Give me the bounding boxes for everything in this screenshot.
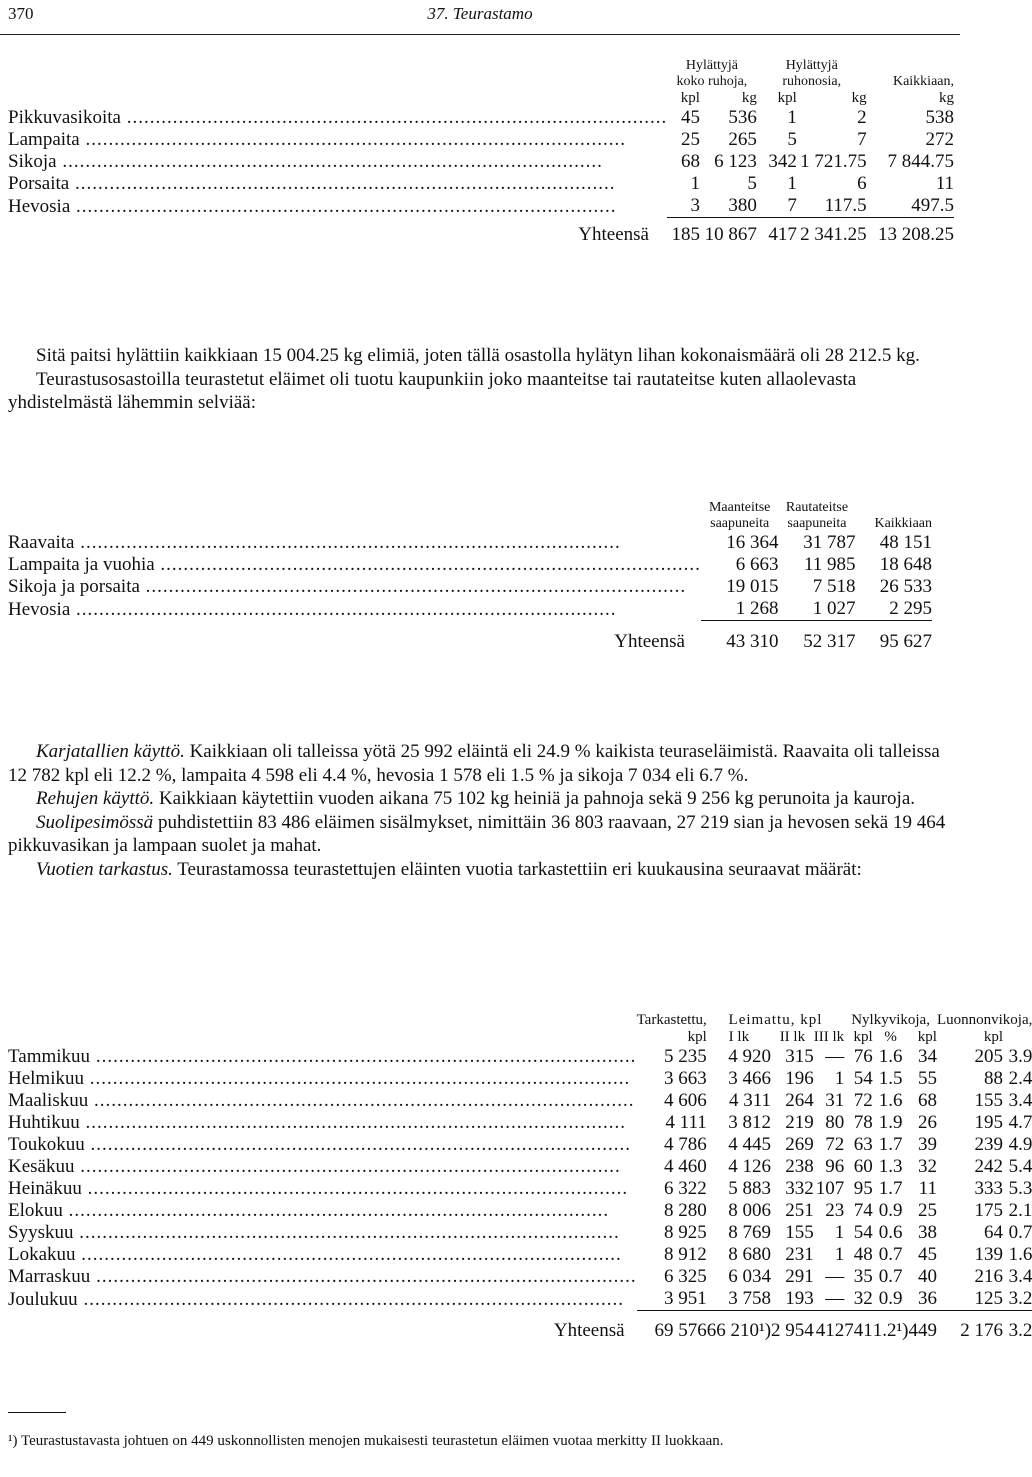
table-cell: 0.7 bbox=[878, 1266, 903, 1287]
table-cell: 315 bbox=[785, 1046, 814, 1067]
table-cell: 264 bbox=[785, 1090, 814, 1111]
table-row bbox=[8, 598, 932, 621]
table-cell: 205 bbox=[974, 1046, 1003, 1067]
transport-table bbox=[8, 500, 932, 653]
table-cell: — bbox=[825, 1046, 845, 1067]
table-cell: 32 bbox=[853, 1288, 873, 1309]
table-cell: 39 bbox=[917, 1134, 937, 1155]
table-cell: 8 769 bbox=[728, 1222, 772, 1243]
row-label: Porsaita ..... bbox=[8, 173, 667, 195]
table-cell: 117.5 bbox=[824, 195, 867, 216]
row-label: Tammikuu ..... bbox=[8, 1046, 637, 1068]
table-cell: 175 bbox=[974, 1200, 1003, 1221]
table-cell: 48 151 bbox=[879, 532, 932, 553]
table-cell: 536 bbox=[728, 107, 757, 128]
table-cell: 1 bbox=[834, 1244, 845, 1265]
table-cell: 242 bbox=[974, 1156, 1003, 1177]
row-label: Elokuu ..... bbox=[8, 1200, 637, 1222]
table-cell: 32 bbox=[917, 1156, 937, 1177]
table-cell: 4 920 bbox=[728, 1046, 772, 1067]
table-cell: 72 bbox=[825, 1134, 845, 1155]
col-header: Rautateitse saapuneita bbox=[785, 500, 849, 531]
table-cell: 2.4 bbox=[1008, 1068, 1032, 1089]
table-cell: 5 235 bbox=[664, 1046, 707, 1067]
table-row bbox=[8, 1178, 1032, 1200]
table-cell: 78 bbox=[853, 1112, 873, 1133]
table-cell: 0.9 bbox=[878, 1288, 903, 1309]
table-cell: 239 bbox=[974, 1134, 1003, 1155]
table-cell: 2 bbox=[857, 107, 867, 128]
table-cell: 2.1 bbox=[1008, 1200, 1032, 1221]
table-cell: 4.7 bbox=[1008, 1112, 1032, 1133]
row-label: Kesäkuu ..... bbox=[8, 1156, 637, 1178]
table-cell: 3.2 bbox=[1008, 1288, 1032, 1309]
table-cell: 25 bbox=[917, 1200, 937, 1221]
table1-unit-row: kpl kg kpl kg kg bbox=[680, 90, 954, 106]
row-label: Lampaita ..... bbox=[8, 129, 667, 151]
table-cell: 538 bbox=[925, 107, 954, 128]
table-row bbox=[8, 1266, 1032, 1288]
table-cell: 8 280 bbox=[664, 1200, 707, 1221]
table-cell: 1.6 bbox=[878, 1090, 903, 1111]
table-cell: 4 606 bbox=[664, 1090, 707, 1111]
table-cell: 4 126 bbox=[728, 1156, 772, 1177]
table-cell: 107 bbox=[815, 1178, 845, 1199]
header-rule bbox=[0, 34, 960, 35]
page-header bbox=[8, 4, 952, 30]
paragraph-intestines: Suolipesimössä puhdistettiin 83 486 eläimen sisälmykset, nimittäin 36 803 raavaan, 27 219 sian ja hevosen sekä 19 464 pikkuvasikan ja lampaan suolet ja mahat. bbox=[8, 811, 946, 856]
table-cell: 238 bbox=[785, 1156, 814, 1177]
table-cell: 155 bbox=[785, 1222, 814, 1243]
table-cell: 6 322 bbox=[664, 1178, 707, 1199]
table-cell: 2 295 bbox=[889, 598, 932, 619]
table-cell: 18 648 bbox=[879, 554, 932, 575]
table-cell: 3 951 bbox=[664, 1288, 707, 1309]
table-cell: — bbox=[825, 1288, 845, 1309]
table3-header-row-1: Tarkastettu, Leimattu, kpl Nylkyvikoja, Luonnonvikoja, bbox=[636, 1012, 1032, 1028]
table-row bbox=[8, 1068, 1032, 1090]
table-cell: 5 bbox=[747, 173, 757, 194]
table-cell: 76 bbox=[853, 1046, 873, 1067]
table-cell: 40 bbox=[917, 1266, 937, 1287]
table-cell: 1.6 bbox=[1008, 1244, 1032, 1265]
paragraph-transport: Teurastusosastoilla teurastetut eläimet oli tuotu kaupunkiin joko maanteitse tai rautateitse kuten allaolevasta yhdistelmästä lähemmin selviää: bbox=[8, 368, 857, 413]
table-cell: 16 364 bbox=[726, 532, 779, 553]
table-cell: 272 bbox=[925, 129, 954, 150]
table-cell: 1 027 bbox=[812, 598, 856, 619]
table-cell: 3.9 bbox=[1008, 1046, 1032, 1067]
table-cell: 6 663 bbox=[735, 554, 779, 575]
table-cell: 342 bbox=[768, 151, 797, 172]
table-cell: 4 445 bbox=[728, 1134, 772, 1155]
table-cell: 1.6 bbox=[878, 1046, 903, 1067]
table-cell: 332 bbox=[785, 1178, 814, 1199]
row-label: Joulukuu ..... bbox=[8, 1288, 637, 1311]
table-cell: 125 bbox=[974, 1288, 1003, 1309]
table-cell: 6 325 bbox=[664, 1266, 707, 1287]
table1-total-row: Yhteensä 185 10 867 417 2 341.25 13 208.25 bbox=[578, 224, 954, 245]
table-cell: 54 bbox=[853, 1068, 873, 1089]
table-row bbox=[8, 1046, 1032, 1068]
table-cell: 96 bbox=[825, 1156, 845, 1177]
table-cell: 3 663 bbox=[664, 1068, 707, 1089]
table-cell: 8 680 bbox=[728, 1244, 772, 1265]
table-cell: 45 bbox=[917, 1244, 937, 1265]
table-cell: 0.9 bbox=[878, 1200, 903, 1221]
table-cell: 196 bbox=[785, 1068, 814, 1089]
table-cell: 6 123 bbox=[714, 151, 757, 172]
table-cell: 0.6 bbox=[878, 1222, 903, 1243]
table-cell: 26 bbox=[917, 1112, 937, 1133]
paragraph-block-2 bbox=[8, 740, 952, 881]
table-cell: 7 bbox=[857, 129, 867, 150]
table-cell: 25 bbox=[680, 129, 700, 150]
paragraph-block-1 bbox=[8, 344, 952, 415]
table-cell: 64 bbox=[983, 1222, 1003, 1243]
table-cell: 63 bbox=[853, 1134, 873, 1155]
table-row bbox=[8, 532, 932, 554]
row-label: Sikoja ..... bbox=[8, 151, 667, 173]
table-cell: 3 758 bbox=[728, 1288, 772, 1309]
footnote: ¹) Teurastustavasta johtuen on 449 uskonnollisten menojen mukaisesti teurastetun eläimen vuotaa merkitty II luokkaan. bbox=[8, 1433, 724, 1449]
table-cell: 4 311 bbox=[728, 1090, 772, 1111]
table-cell: 195 bbox=[974, 1112, 1003, 1133]
table-cell: 72 bbox=[853, 1090, 873, 1111]
table-row bbox=[8, 1222, 1032, 1244]
table-row bbox=[8, 107, 954, 129]
table-cell: 35 bbox=[853, 1266, 873, 1287]
table-cell: 54 bbox=[853, 1222, 873, 1243]
row-label: Hevosia ..... bbox=[8, 195, 667, 218]
table-row bbox=[8, 1134, 1032, 1156]
table-row bbox=[8, 1200, 1032, 1222]
table-cell: 3 466 bbox=[728, 1068, 772, 1089]
table-cell: 3.4 bbox=[1008, 1266, 1032, 1287]
table-cell: 265 bbox=[728, 129, 757, 150]
table-cell: 5.3 bbox=[1008, 1178, 1032, 1199]
table-cell: 11 bbox=[918, 1178, 937, 1199]
table-cell: 4 786 bbox=[664, 1134, 707, 1155]
table-row bbox=[8, 173, 954, 195]
table-cell: 55 bbox=[917, 1068, 937, 1089]
col-header: Hylättyjä koko ruhoja, bbox=[676, 58, 748, 89]
table-cell: 3.4 bbox=[1008, 1090, 1032, 1111]
table-cell: 333 bbox=[974, 1178, 1003, 1199]
table-cell: 11 bbox=[935, 173, 954, 194]
table-cell: 95 bbox=[853, 1178, 873, 1199]
row-label: Maaliskuu ..... bbox=[8, 1090, 637, 1112]
table-row bbox=[8, 1244, 1032, 1266]
row-label: Hevosia ..... bbox=[8, 598, 701, 621]
table-cell: 23 bbox=[825, 1200, 845, 1221]
hide-inspection-table bbox=[8, 1012, 1032, 1342]
table-cell: 380 bbox=[728, 195, 757, 216]
table2-header-row bbox=[8, 500, 932, 532]
table-cell: 155 bbox=[974, 1090, 1003, 1111]
row-label: Marraskuu ..... bbox=[8, 1266, 637, 1288]
row-label: Lampaita ja vuohia ..... bbox=[8, 554, 701, 576]
table-cell: 5 bbox=[787, 129, 797, 150]
table-cell: 4 460 bbox=[664, 1156, 707, 1177]
table-cell: 7 bbox=[787, 195, 797, 216]
col-header: Hylättyjä ruhonosia, bbox=[782, 58, 842, 89]
table-cell: 1 bbox=[834, 1222, 845, 1243]
table-cell: 0.7 bbox=[878, 1244, 903, 1265]
table-cell: 80 bbox=[825, 1112, 845, 1133]
table-cell: 31 bbox=[825, 1090, 845, 1111]
table-row bbox=[8, 1288, 1032, 1311]
table-cell: 5.4 bbox=[1008, 1156, 1032, 1177]
row-label: Lokakuu ..... bbox=[8, 1244, 637, 1266]
table-cell: 1.5 bbox=[878, 1068, 903, 1089]
table-cell: 6 bbox=[857, 173, 867, 194]
table-cell: 74 bbox=[853, 1200, 873, 1221]
table-cell: 269 bbox=[785, 1134, 814, 1155]
rejected-carcasses-table bbox=[8, 58, 954, 246]
table-cell: 68 bbox=[917, 1090, 937, 1111]
table-cell: 1 bbox=[787, 107, 797, 128]
table-cell: 1 bbox=[834, 1068, 845, 1089]
table-cell: 31 787 bbox=[803, 532, 856, 553]
table-cell: 3 812 bbox=[728, 1112, 772, 1133]
table-row bbox=[8, 1090, 1032, 1112]
table-cell: 68 bbox=[680, 151, 700, 172]
paragraph-fodder: Rehujen käyttö. Kaikkiaan käytettiin vuoden aikana 75 102 kg heiniä ja pahnoja sekä 9 256 kg perunoita ja kauroja. bbox=[36, 788, 916, 809]
table-cell: — bbox=[825, 1266, 845, 1287]
table3-header-row-2: kpl I lk II lk III lk kpl % kpl kpl bbox=[687, 1029, 1003, 1045]
col-header: Kaikkiaan, bbox=[892, 74, 954, 89]
table-cell: 251 bbox=[785, 1200, 814, 1221]
table-cell: 231 bbox=[785, 1244, 814, 1265]
table-cell: 8 912 bbox=[664, 1244, 707, 1265]
table-row bbox=[8, 151, 954, 173]
table-cell: 1.7 bbox=[878, 1178, 903, 1199]
row-label: Helmikuu ..... bbox=[8, 1068, 637, 1090]
table-cell: 8 925 bbox=[664, 1222, 707, 1243]
table1-header-row bbox=[8, 58, 954, 90]
paragraph-stables: Karjatallien käyttö. Kaikkiaan oli talleissa yötä 25 992 eläintä eli 24.9 % kaikista teuraseläimistä. Raavaita oli talleissa 12 782 kpl eli 12.2 %, lampaita 4 598 eli 4.4 %, hevosia 1 578 eli 1.5 % ja sikoja 7 034 eli 6.7 %. bbox=[8, 741, 940, 786]
col-header: Kaikkiaan bbox=[874, 516, 932, 531]
table-cell: 38 bbox=[917, 1222, 937, 1243]
row-label: Sikoja ja porsaita ..... bbox=[8, 576, 701, 598]
table-cell: 1 268 bbox=[735, 598, 779, 619]
table2-total-row: Yhteensä 43 310 52 317 95 627 bbox=[614, 631, 932, 652]
table-cell: 216 bbox=[974, 1266, 1003, 1287]
table-cell: 497.5 bbox=[911, 195, 954, 216]
row-label: Huhtikuu ..... bbox=[8, 1112, 637, 1134]
table-row bbox=[8, 195, 954, 218]
table-cell: 26 533 bbox=[879, 576, 932, 597]
table-cell: 0.7 bbox=[1008, 1222, 1032, 1243]
table-cell: 1.9 bbox=[878, 1112, 903, 1133]
table-cell: 45 bbox=[680, 107, 700, 128]
page-number: 370 bbox=[8, 4, 34, 23]
row-label: Heinäkuu ..... bbox=[8, 1178, 637, 1200]
table-cell: 7 844.75 bbox=[887, 151, 954, 172]
table-cell: 36 bbox=[917, 1288, 937, 1309]
table-cell: 6 034 bbox=[728, 1266, 772, 1287]
paragraph-organs: Sitä paitsi hylättiin kaikkiaan 15 004.25 kg elimiä, joten tällä osastolla hylätyn lihan kokonaismäärä oli 28 212.5 kg. bbox=[36, 345, 920, 366]
table-cell: 4.9 bbox=[1008, 1134, 1032, 1155]
table-cell: 1 721.75 bbox=[800, 151, 867, 172]
table-cell: 1.7 bbox=[878, 1134, 903, 1155]
row-label: Syyskuu ..... bbox=[8, 1222, 637, 1244]
table-cell: 8 006 bbox=[728, 1200, 772, 1221]
table-cell: 4 111 bbox=[665, 1112, 707, 1133]
table-cell: 193 bbox=[785, 1288, 814, 1309]
row-label: Toukokuu ..... bbox=[8, 1134, 637, 1156]
table-row bbox=[8, 1112, 1032, 1134]
table-cell: 3 bbox=[690, 195, 700, 216]
col-header: Maanteitse saapuneita bbox=[708, 500, 771, 531]
table-row bbox=[8, 554, 932, 576]
table-cell: 139 bbox=[974, 1244, 1003, 1265]
table-cell: 7 518 bbox=[812, 576, 856, 597]
table-cell: 1.3 bbox=[878, 1156, 903, 1177]
table-cell: 1 bbox=[787, 173, 797, 194]
table-cell: 34 bbox=[917, 1046, 937, 1067]
paragraph-hides: Vuotien tarkastus. Teurastamossa teurastettujen eläinten vuotia tarkastettiin eri kuukausina seuraavat määrät: bbox=[36, 858, 862, 880]
table-cell: 5 883 bbox=[728, 1178, 772, 1199]
table-cell: 60 bbox=[853, 1156, 873, 1177]
table-cell: 1 bbox=[690, 173, 700, 194]
table-cell: 48 bbox=[853, 1244, 873, 1265]
table-cell: 88 bbox=[983, 1068, 1003, 1089]
table3-total-row: Yhteensä 69 576 66 210¹) 2 954 412 741 1.2¹) 449 2 176 3.2 bbox=[553, 1320, 1032, 1341]
table-cell: 291 bbox=[785, 1266, 814, 1287]
footnote-rule bbox=[8, 1412, 66, 1413]
row-label: Pikkuvasikoita ..... bbox=[8, 107, 667, 129]
table-cell: 11 985 bbox=[803, 554, 856, 575]
table-cell: 19 015 bbox=[726, 576, 779, 597]
row-label: Raavaita ..... bbox=[8, 532, 701, 554]
table-cell: 219 bbox=[785, 1112, 814, 1133]
table-row bbox=[8, 576, 932, 598]
table-row bbox=[8, 129, 954, 151]
table-row bbox=[8, 1156, 1032, 1178]
running-title: 37. Teurastamo bbox=[427, 4, 533, 23]
